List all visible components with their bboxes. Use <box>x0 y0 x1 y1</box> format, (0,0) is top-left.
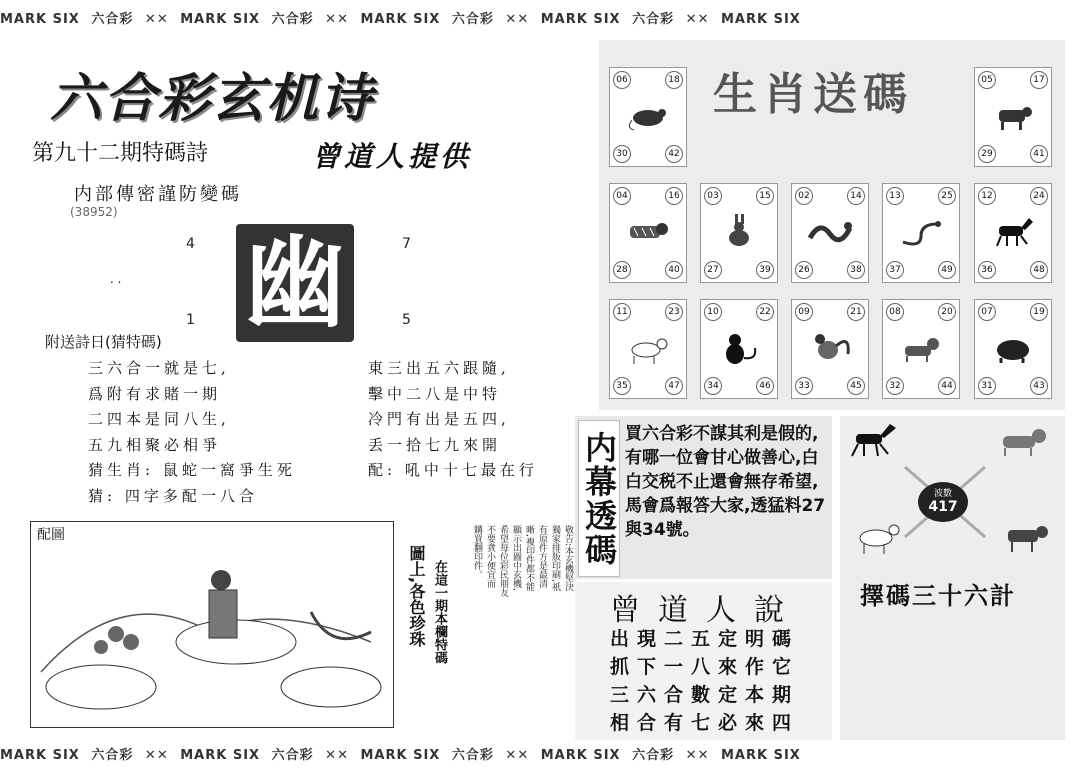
strip-item: MARK SIX <box>180 12 261 27</box>
zodiac-card-rooster <box>791 299 869 399</box>
notice-col: 有原件方是最清 <box>537 525 547 588</box>
number-ball: 28 <box>613 261 631 279</box>
strip-item: MARK SIX <box>540 748 621 763</box>
strip-item: 六合彩 <box>91 12 134 27</box>
strip-item: MARK SIX <box>721 12 801 27</box>
rooster-icon <box>806 330 854 366</box>
banner-strip-top <box>0 8 1080 30</box>
page-title: 六合彩玄机诗 <box>50 68 375 129</box>
poem-right <box>368 356 538 484</box>
number-ball: 02 <box>795 187 813 205</box>
number-ball: 43 <box>1030 377 1048 395</box>
strip-item: MARK SIX <box>180 748 261 763</box>
strip-item: ✕✕ <box>325 12 349 27</box>
number-bottom-left: 1 <box>186 312 195 328</box>
number-ball: 35 <box>613 377 631 395</box>
number-ball: 44 <box>938 377 956 395</box>
number-ball: 20 <box>938 303 956 321</box>
snake-icon <box>897 214 945 250</box>
number-ball: 21 <box>847 303 865 321</box>
number-ball: 15 <box>756 187 774 205</box>
number-ball: 38 <box>847 261 865 279</box>
number-ball: 23 <box>665 303 683 321</box>
wave-badge <box>918 482 968 522</box>
poem-line: 二四本是同八生, <box>88 410 230 428</box>
number-ball: 47 <box>665 377 683 395</box>
caption-main: 圖上,各色珍珠 <box>407 545 426 648</box>
strip-item: ✕✕ <box>505 12 530 27</box>
number-ball: 08 <box>886 303 904 321</box>
number-ball: 33 <box>795 377 813 395</box>
strip-item: 六合彩 <box>271 748 314 763</box>
strip-item: 六合彩 <box>632 12 675 27</box>
number-ball: 07 <box>978 303 996 321</box>
poem-line: 擊中二八是中特 <box>368 384 502 403</box>
badge-label: 波數 <box>933 489 952 499</box>
notice-col: 購買翻印件。 <box>472 525 482 579</box>
monk-line: 相合有七必來四 <box>610 712 800 734</box>
number-ball: 06 <box>613 71 631 89</box>
rat-icon <box>624 98 672 134</box>
strip-item: ✕✕ <box>505 748 530 763</box>
number-ball: 10 <box>704 303 722 321</box>
strip-item: ✕✕ <box>685 12 710 27</box>
strip-item: 六合彩 <box>91 748 134 763</box>
illustration-scene <box>31 522 393 727</box>
secret-notice: 内部傳密謹防變碼 <box>74 184 242 205</box>
number-ball: 37 <box>886 261 904 279</box>
number-bottom-right: 5 <box>402 312 411 328</box>
strip-item: MARK SIX <box>360 748 441 763</box>
ox-icon <box>989 98 1037 134</box>
horse-icon <box>989 214 1037 250</box>
poem-line: 猜: 四字多配一八合 <box>88 486 258 505</box>
monkey-icon <box>715 330 763 366</box>
strip-item: 六合彩 <box>451 748 494 763</box>
number-ball: 40 <box>665 261 683 279</box>
number-ball: 12 <box>978 187 996 205</box>
number-ball: 49 <box>938 261 956 279</box>
strip-item: 六合彩 <box>451 12 494 27</box>
number-ball: 09 <box>795 303 813 321</box>
number-ball: 36 <box>978 261 996 279</box>
poem-line: 爲附有求賭一期 <box>88 384 222 403</box>
zodiac-card-dragon <box>791 183 869 283</box>
monk-title: 曾道人說 <box>610 593 802 628</box>
badge-value: 417 <box>928 499 958 515</box>
number-top-right: 7 <box>402 236 411 252</box>
number-ball: 34 <box>704 377 722 395</box>
zodiac-card-rat <box>609 67 687 167</box>
poem-line: 東三出五六跟隨, <box>368 359 510 377</box>
poem-line: 猜生肖: 鼠蛇一窩爭生死 <box>88 461 296 479</box>
number-ball: 30 <box>613 145 631 163</box>
strip-item: ✕✕ <box>144 12 169 27</box>
inner-text: 買六合彩不謀其利是假的,有哪一位會甘心做善心,白白交税不止還會無存希望,馬會爲報答大家,透猛料27與34號。 <box>625 424 826 540</box>
number-ball: 48 <box>1030 261 1048 279</box>
notice-col: 顯示出圖中玄機, <box>511 525 521 591</box>
number-ball: 13 <box>886 187 904 205</box>
ox-icon <box>1000 518 1056 558</box>
zodiac-card-pig <box>974 299 1052 399</box>
notice-col: 希望每位彩民朋友 <box>498 525 508 597</box>
strip-item: 六合彩 <box>271 12 314 27</box>
zodiac-card-dog <box>882 299 960 399</box>
tiger-icon <box>624 214 672 250</box>
strip-item: MARK SIX <box>721 748 801 763</box>
zodiac-card-snake <box>882 183 960 283</box>
secret-code: (38952) <box>70 205 118 219</box>
dog-icon <box>995 422 1055 462</box>
monk-line: 出現二五定明碼 <box>610 628 800 650</box>
number-ball: 03 <box>704 187 722 205</box>
number-ball: 05 <box>978 71 996 89</box>
poem-line: 丢一拾七九來開 <box>368 435 502 454</box>
number-ball: 26 <box>795 261 813 279</box>
rabbit-icon <box>715 214 763 250</box>
poem-line: 冷門有出是五四, <box>368 410 510 428</box>
number-ball: 31 <box>978 377 996 395</box>
inner-label: 内幕透碼 <box>578 420 620 577</box>
notice-col: 不要貪小便宜而 <box>485 525 495 588</box>
number-ball: 14 <box>847 187 865 205</box>
strip-item: MARK SIX <box>0 748 80 763</box>
zodiac-card-rabbit <box>700 183 778 283</box>
caption-sub: 在這一期本欄特碼 <box>432 560 447 664</box>
number-ball: 45 <box>847 377 865 395</box>
dog-icon <box>897 330 945 366</box>
zodiac-card-ox <box>974 67 1052 167</box>
poem-line: 三六合一就是七, <box>88 359 230 377</box>
zodiac-title: 生肖送碼 <box>713 69 913 120</box>
illustration-frame <box>30 521 394 728</box>
number-ball: 19 <box>1030 303 1048 321</box>
horse-icon <box>846 420 902 464</box>
pig-icon <box>989 330 1037 366</box>
banner-strip-bottom <box>0 744 1080 766</box>
number-ball: 25 <box>938 187 956 205</box>
strip-item: ✕✕ <box>685 748 710 763</box>
zodiac-card-monkey <box>700 299 778 399</box>
goat-icon <box>624 330 672 366</box>
monk-line: 三六合數定本期 <box>610 684 800 706</box>
zodiac-card-horse <box>974 183 1052 283</box>
notice-col: 獨家排版印刷,祇 <box>550 525 560 591</box>
number-ball: 16 <box>665 187 683 205</box>
number-ball: 04 <box>613 187 631 205</box>
zodiac-card-tiger <box>609 183 687 283</box>
dots: . . <box>110 272 122 286</box>
strip-item: 六合彩 <box>632 748 675 763</box>
number-ball: 39 <box>756 261 774 279</box>
strip-item: MARK SIX <box>0 12 80 27</box>
monk-line: 抓下一八來作它 <box>610 656 800 678</box>
strip-item: ✕✕ <box>144 748 169 763</box>
number-ball: 22 <box>756 303 774 321</box>
notice-col: 晰,複印件都不能 <box>524 525 534 591</box>
dragon-icon <box>806 214 854 250</box>
number-ball: 17 <box>1030 71 1048 89</box>
strip-item: MARK SIX <box>540 12 621 27</box>
provider-label: 曾道人提供 <box>312 140 473 173</box>
number-top-left: 4 <box>186 236 195 252</box>
number-ball: 29 <box>978 145 996 163</box>
zodiac-card-goat <box>609 299 687 399</box>
number-ball: 18 <box>665 71 683 89</box>
issue-subtitle: 第九十二期特碼詩 <box>32 141 209 166</box>
number-ball: 27 <box>704 261 722 279</box>
number-ball: 41 <box>1030 145 1048 163</box>
notice-col: 敬告:本玄機堅決 <box>563 525 573 592</box>
puzzle-character: 幽 <box>236 224 354 342</box>
strip-item: MARK SIX <box>360 12 441 27</box>
number-ball: 24 <box>1030 187 1048 205</box>
poem-line: 五九相聚必相爭 <box>88 435 222 454</box>
number-ball: 32 <box>886 377 904 395</box>
poem-heading: 附送詩日(猜特碼) <box>45 333 162 351</box>
illustration-label: 配圖 <box>37 527 65 543</box>
number-ball: 46 <box>756 377 774 395</box>
strip-item: ✕✕ <box>325 748 349 763</box>
poem-left <box>88 356 296 509</box>
poem-line: 配: 吼中十七最在行 <box>368 461 538 479</box>
number-ball: 11 <box>613 303 631 321</box>
plan-title: 擇碼三十六計 <box>860 582 1016 610</box>
number-ball: 42 <box>665 145 683 163</box>
